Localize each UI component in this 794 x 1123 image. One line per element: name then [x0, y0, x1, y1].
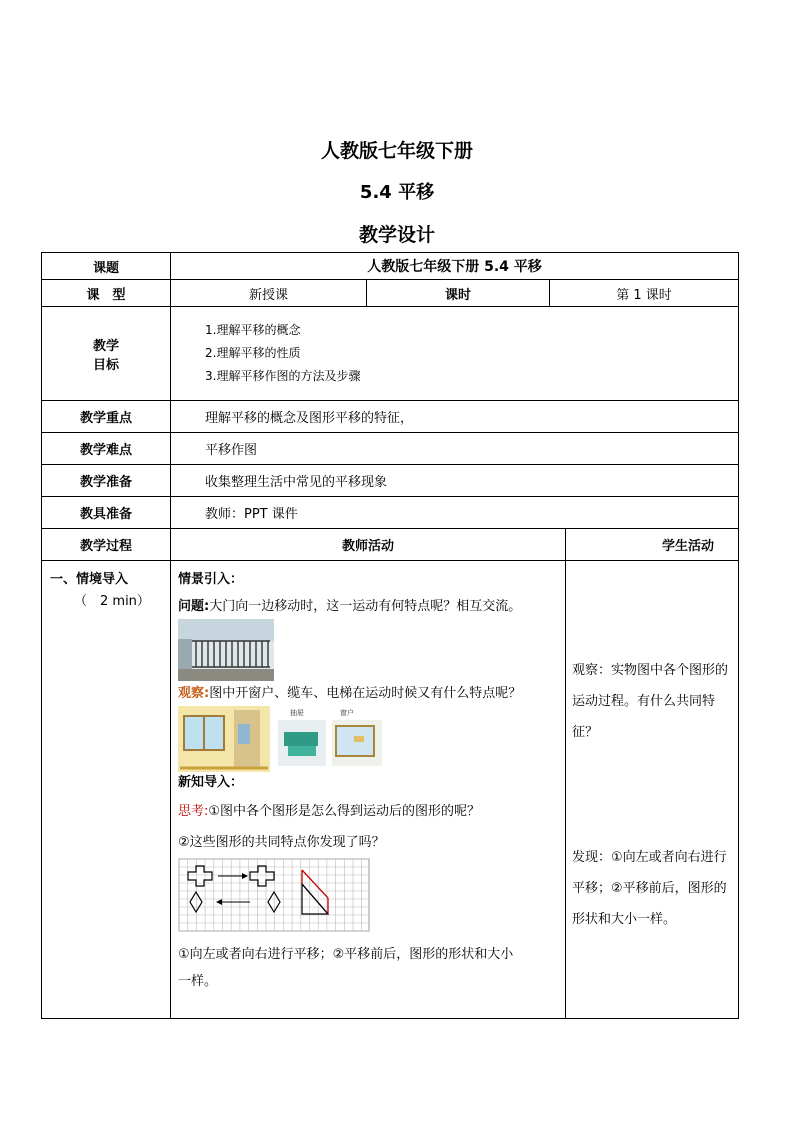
topic-label: 课题: [42, 253, 171, 280]
document-title: 人教版七年级下册: [320, 140, 473, 162]
scene-intro: 情景引入：: [178, 572, 244, 587]
student-find-line1: 发现：①向左或者向右进行: [572, 850, 727, 865]
objectives-label: [42, 307, 171, 401]
tools-value: 教师：PPT 课件: [171, 497, 739, 529]
key-point-label: 教学重点: [42, 401, 171, 433]
type-value: 新授课: [171, 280, 367, 307]
objectives-label-line2: 目标: [92, 357, 119, 373]
window-elevator-illustration: [178, 706, 270, 772]
difficulty-label: 教学难点: [42, 433, 171, 465]
question-text: 大门向一边移动时，这一运动有何特点呢？相互交流。: [209, 599, 522, 614]
objective-item: 2.理解平移的性质: [205, 346, 301, 360]
observe-prefix: 观察:: [178, 686, 210, 701]
teacher-activity-cell: [171, 561, 566, 1019]
objectives-list: [171, 307, 739, 401]
difficulty-value: 平移作图: [171, 433, 739, 465]
sliding-gate-photo: [178, 619, 274, 681]
key-point-value: 理解平移的概念及图形平移的特征，: [171, 401, 739, 433]
tools-label: 教具准备: [42, 497, 171, 529]
stage-cell: [42, 561, 171, 1019]
preparation-label: 教学准备: [42, 465, 171, 497]
hours-value: 第 1 课时: [550, 280, 739, 307]
think-question-2: ②这些图形的共同特点你发现了吗？: [178, 835, 385, 850]
topic-value: 人教版七年级下册 5.4 平移: [171, 253, 739, 280]
answer-line-1: ①向左或者向右进行平移；②平移前后，图形的形状和大小: [178, 947, 514, 962]
student-observe-line2: 运动过程。有什么共同特征？: [572, 694, 716, 740]
observe-line: [178, 685, 559, 702]
student-activity-cell: [566, 561, 739, 1019]
stage-title: 一、情境导入: [50, 572, 129, 587]
new-intro: 新知导入：: [178, 775, 244, 790]
drawer-window-illustration: [274, 706, 386, 772]
image-label-window: 窗户: [340, 709, 354, 717]
teacher-activity-header: 教师活动: [171, 529, 566, 561]
think-question-1: ①图中各个图形是怎么得到运动后的图形的呢？: [208, 804, 481, 819]
type-label: 课 型: [42, 280, 171, 307]
motion-images: [178, 706, 559, 772]
objectives-label-line1: 教学: [92, 338, 119, 354]
image-label-drawer: 抽屉: [290, 709, 304, 717]
translation-grid-diagram: [178, 858, 370, 932]
student-observe-line1: 观察：实物图中各个图形的: [572, 663, 729, 678]
question-prefix: 问题:: [178, 599, 210, 614]
student-activity-header: 学生活动: [566, 529, 739, 561]
process-header: 教学过程: [42, 529, 171, 561]
lesson-subtitle: 5.4 平移: [359, 182, 435, 203]
think-line-1: [178, 803, 559, 820]
document-type: 教学设计: [358, 224, 435, 246]
hours-label: 课时: [367, 280, 550, 307]
answer-line-2: 一样。: [178, 974, 218, 989]
student-find-line3: 形状和大小一样。: [572, 912, 677, 927]
question-line: [178, 598, 559, 615]
objective-item: 3.理解平移作图的方法及步骤: [205, 369, 361, 383]
student-find-line2: 平移；②平移前后，图形的: [572, 881, 727, 896]
lesson-plan-table: [41, 252, 739, 1019]
think-prefix: 思考:: [178, 804, 209, 819]
stage-time: （ 2 min）: [74, 594, 150, 609]
preparation-value: 收集整理生活中常见的平移现象: [171, 465, 739, 497]
objective-item: 1.理解平移的概念: [205, 323, 301, 337]
observe-text: 图中开窗户、缆车、电梯在运动时候又有什么特点呢？: [209, 686, 522, 701]
